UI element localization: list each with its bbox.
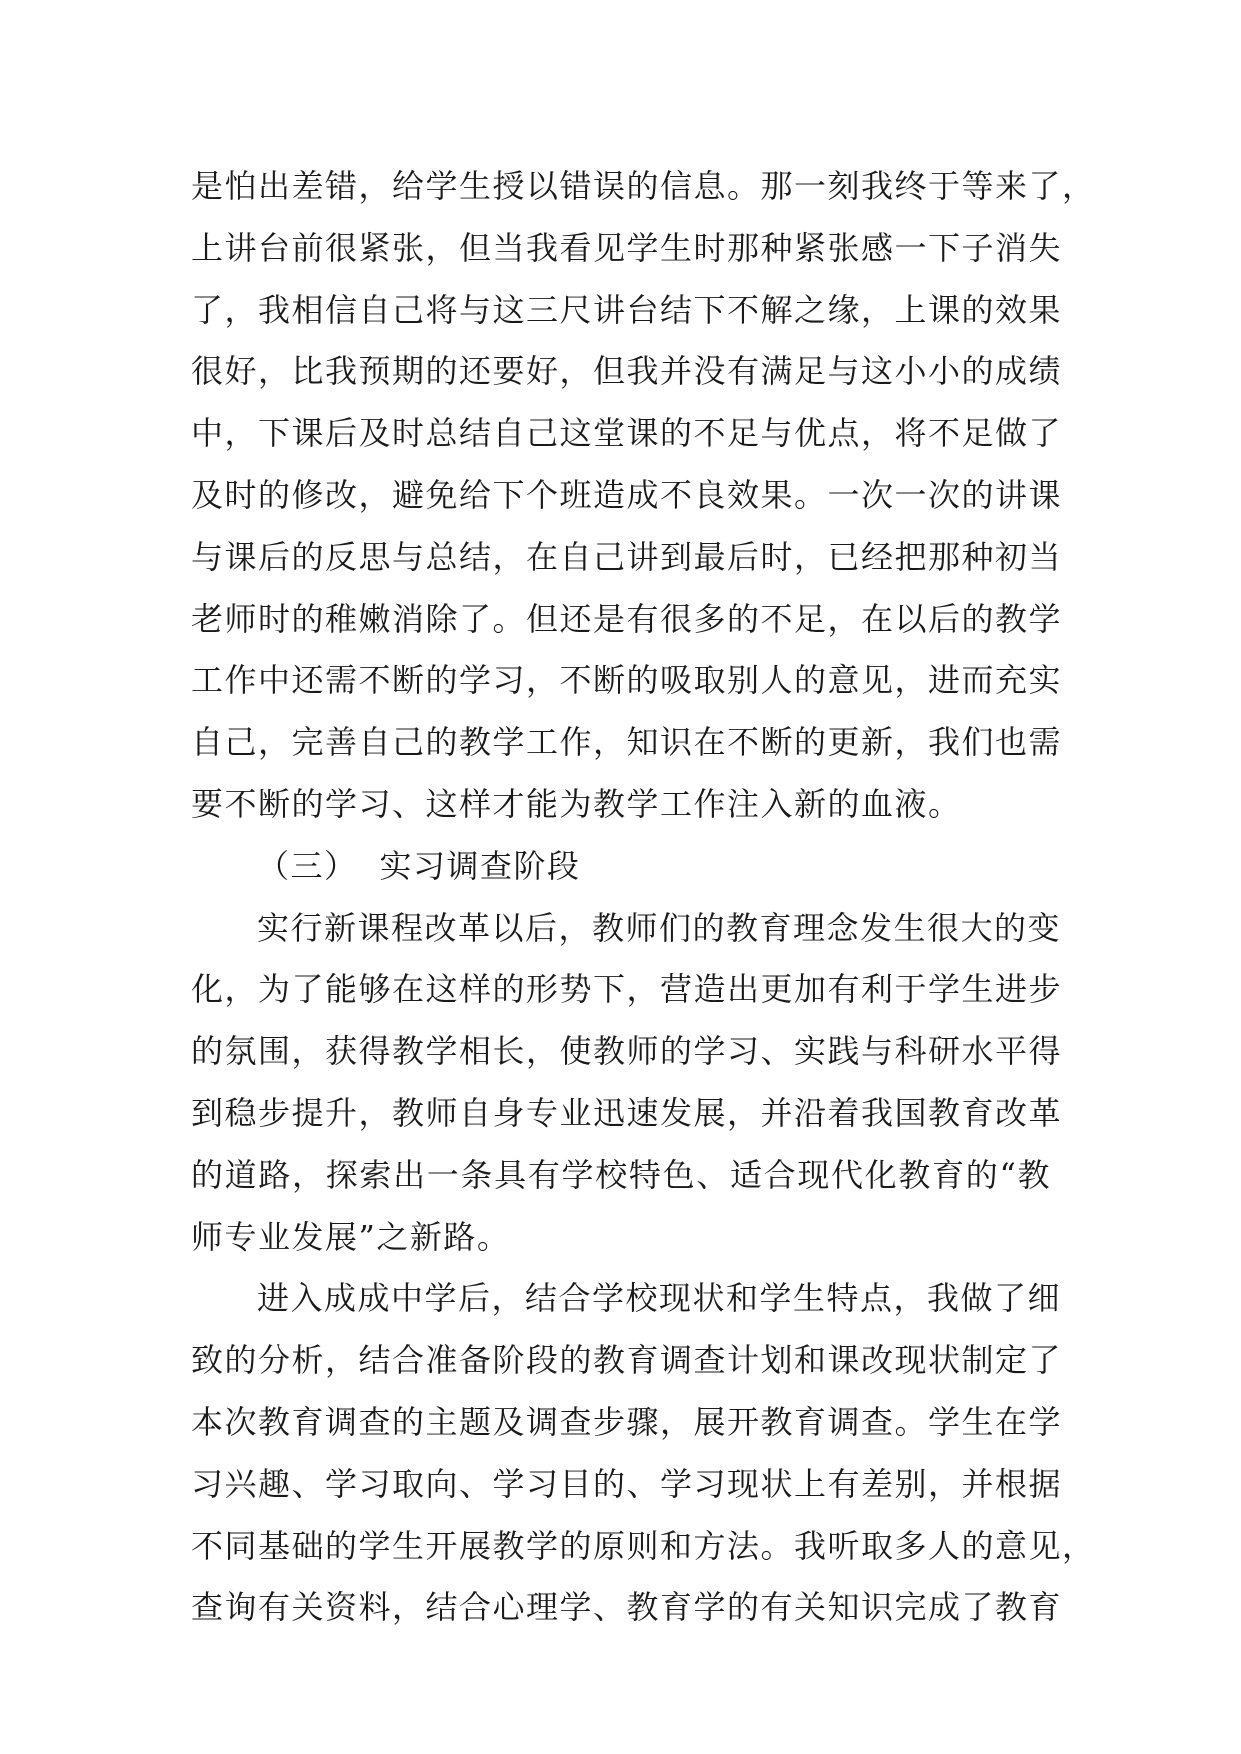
text-line: 化，为了能够在这样的形势下，营造出更加有利于学生进步 bbox=[191, 970, 1063, 1009]
text-line: 中，下课后及时总结自己这堂课的不足与优点，将不足做了 bbox=[191, 414, 1063, 453]
section-heading bbox=[191, 836, 1051, 898]
text-line: 很好，比我预期的还要好，但我并没有满足与这小小的成绩 bbox=[191, 352, 1063, 391]
text-line: 查询有关资料，结合心理学、教育学的有关知识完成了教育 bbox=[191, 1588, 1063, 1627]
text-line: 致的分析，结合准备阶段的教育调查计划和课改现状制定了 bbox=[191, 1341, 1063, 1380]
text-line: 师专业发展”之新路。 bbox=[191, 1217, 511, 1256]
text-line: 的氛围，获得教学相长，使教师的学习、实践与科研水平得 bbox=[191, 1032, 1063, 1071]
paragraph-1 bbox=[191, 156, 1096, 836]
section-title: 实习调查阶段 bbox=[379, 846, 581, 885]
body-text bbox=[191, 156, 1096, 1639]
text-line: 是怕出差错，给学生授以错误的信息。那一刻我终于等来了， bbox=[191, 167, 1096, 205]
text-line: 本次教育调查的主题及调查步骤，展开教育调查。学生在学 bbox=[191, 1402, 1063, 1441]
text-line: 了，我相信自己将与这三尺讲台结下不解之缘，上课的效果 bbox=[191, 290, 1063, 329]
text-line: 习兴趣、学习取向、学习目的、学习现状上有差别，并根据 bbox=[191, 1464, 1063, 1503]
text-line: 实行新课程改革以后，教师们的教育理念发生很大的变 bbox=[257, 908, 1062, 947]
paragraph-2 bbox=[191, 898, 1063, 1269]
paragraph-3 bbox=[191, 1268, 1096, 1639]
section-number: （三） bbox=[257, 846, 358, 885]
text-line: 进入成成中学后，结合学校现状和学生特点，我做了细 bbox=[257, 1279, 1062, 1318]
text-line: 上讲台前很紧张，但当我看见学生时那种紧张感一下子消失 bbox=[191, 228, 1063, 267]
text-line: 不同基础的学生开展教学的原则和方法。我听取多人的意见， bbox=[191, 1526, 1096, 1565]
text-line: 老师时的稚嫩消除了。但还是有很多的不足，在以后的教学 bbox=[191, 599, 1063, 638]
text-line: 要不断的学习、这样才能为教学工作注入新的血液。 bbox=[191, 784, 962, 823]
text-line: 自己，完善自己的教学工作，知识在不断的更新，我们也需 bbox=[191, 723, 1063, 762]
text-line: 工作中还需不断的学习，不断的吸取别人的意见，进而充实 bbox=[191, 661, 1063, 700]
text-line: 的道路，探索出一条具有学校特色、适合现代化教育的“教 bbox=[191, 1155, 1051, 1194]
text-line: 及时的修改，避免给下个班造成不良效果。一次一次的讲课 bbox=[191, 475, 1063, 514]
text-line: 到稳步提升，教师自身专业迅速发展，并沿着我国教育改革 bbox=[191, 1093, 1063, 1132]
text-line: 与课后的反思与总结，在自己讲到最后时，已经把那种初当 bbox=[191, 537, 1063, 576]
